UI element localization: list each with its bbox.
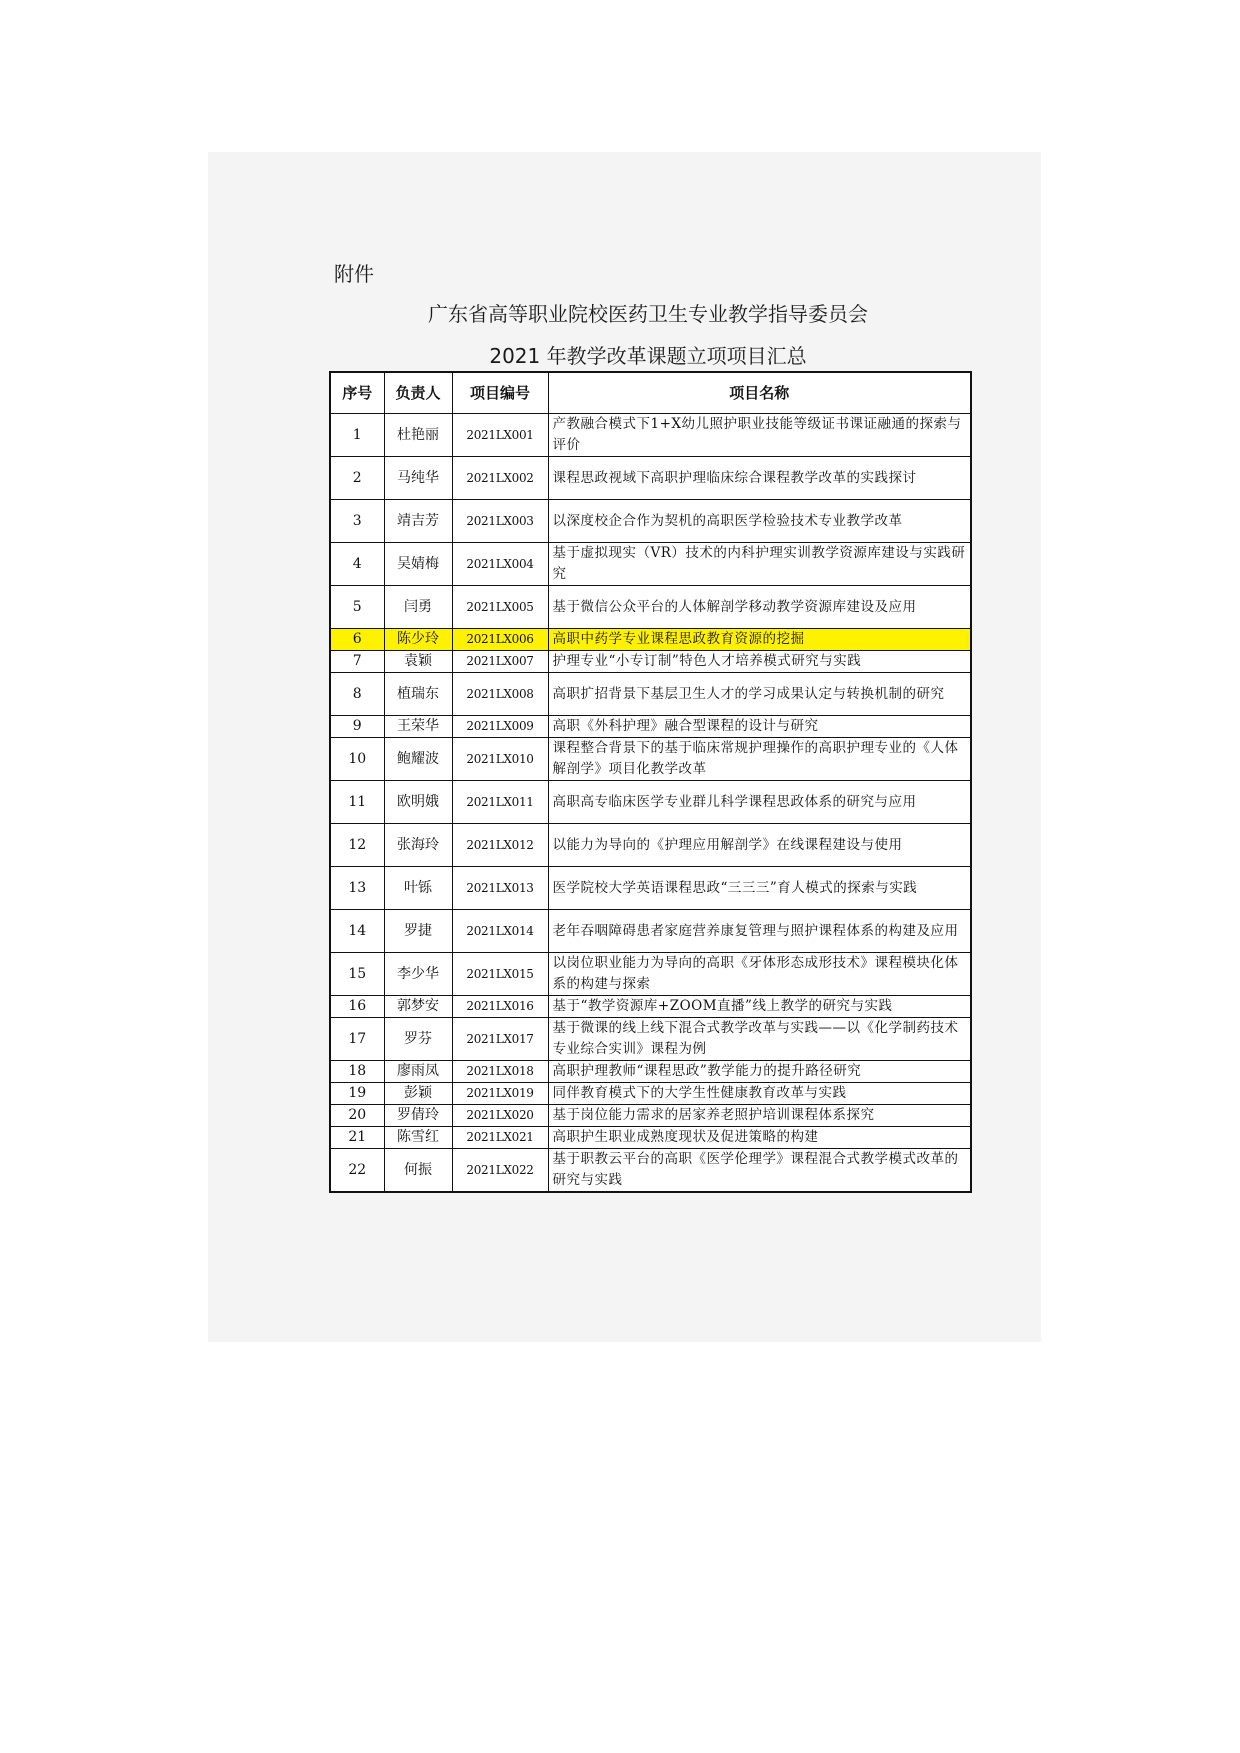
row-number: 14	[330, 910, 384, 953]
table-row	[330, 673, 971, 716]
table-row	[330, 457, 971, 500]
row-person: 马纯华	[384, 457, 452, 500]
table-row	[330, 414, 971, 457]
row-person: 李少华	[384, 953, 452, 996]
row-project-code: 2021LX002	[452, 457, 548, 500]
row-project-name: 以岗位职业能力为导向的高职《牙体形态成形技术》课程模块化体系的构建与探索	[548, 953, 971, 996]
row-project-name: 高职护生职业成熟度现状及促进策略的构建	[548, 1127, 971, 1149]
row-project-name: 老年吞咽障碍患者家庭营养康复管理与照护课程体系的构建及应用	[548, 910, 971, 953]
row-person: 吴婧梅	[384, 543, 452, 586]
row-person: 鲍耀波	[384, 738, 452, 781]
row-project-name: 基于职教云平台的高职《医学伦理学》课程混合式教学模式改革的研究与实践	[548, 1149, 971, 1193]
row-number: 1	[330, 414, 384, 457]
row-project-code: 2021LX020	[452, 1105, 548, 1127]
row-number: 2	[330, 457, 384, 500]
project-table	[329, 371, 972, 1193]
row-person: 罗倩玲	[384, 1105, 452, 1127]
table-row	[330, 824, 971, 867]
table-row	[330, 716, 971, 738]
row-person: 杜艳丽	[384, 414, 452, 457]
row-project-code: 2021LX019	[452, 1083, 548, 1105]
document-title-line1: 广东省高等职业院校医药卫生专业教学指导委员会	[428, 302, 868, 326]
row-person: 罗芬	[384, 1018, 452, 1061]
row-person: 张海玲	[384, 824, 452, 867]
row-number: 21	[330, 1127, 384, 1149]
row-project-code: 2021LX010	[452, 738, 548, 781]
table-row	[330, 1083, 971, 1105]
table-row	[330, 500, 971, 543]
row-project-code: 2021LX007	[452, 651, 548, 673]
row-project-code: 2021LX017	[452, 1018, 548, 1061]
table-row	[330, 629, 971, 651]
row-project-name: 高职扩招背景下基层卫生人才的学习成果认定与转换机制的研究	[548, 673, 971, 716]
table-row	[330, 996, 971, 1018]
row-person: 靖吉芳	[384, 500, 452, 543]
row-project-code: 2021LX003	[452, 500, 548, 543]
row-number: 7	[330, 651, 384, 673]
table-row	[330, 1061, 971, 1083]
table-row	[330, 543, 971, 586]
row-project-code: 2021LX022	[452, 1149, 548, 1193]
row-project-code: 2021LX004	[452, 543, 548, 586]
row-number: 19	[330, 1083, 384, 1105]
row-number: 5	[330, 586, 384, 629]
row-project-code: 2021LX012	[452, 824, 548, 867]
row-project-name: 基于微信公众平台的人体解剖学移动教学资源库建设及应用	[548, 586, 971, 629]
table-row	[330, 738, 971, 781]
row-person: 叶铄	[384, 867, 452, 910]
row-person: 陈雪红	[384, 1127, 452, 1149]
row-project-code: 2021LX009	[452, 716, 548, 738]
table-row	[330, 1149, 971, 1193]
project-table-wrapper	[329, 371, 970, 1193]
row-project-code: 2021LX016	[452, 996, 548, 1018]
table-row	[330, 953, 971, 996]
row-person: 罗捷	[384, 910, 452, 953]
row-project-name: 基于微课的线上线下混合式教学改革与实践——以《化学制药技术专业综合实训》课程为例	[548, 1018, 971, 1061]
row-person: 袁颖	[384, 651, 452, 673]
row-number: 9	[330, 716, 384, 738]
row-person: 王荣华	[384, 716, 452, 738]
document-title-line2: 2021 年教学改革课题立项项目汇总	[489, 344, 807, 368]
row-person: 彭颖	[384, 1083, 452, 1105]
row-person: 何振	[384, 1149, 452, 1193]
row-project-name: 高职护理教师“课程思政”教学能力的提升路径研究	[548, 1061, 971, 1083]
row-project-code: 2021LX014	[452, 910, 548, 953]
row-number: 11	[330, 781, 384, 824]
row-project-name: 同伴教育模式下的大学生性健康教育改革与实践	[548, 1083, 971, 1105]
row-number: 13	[330, 867, 384, 910]
table-row	[330, 651, 971, 673]
row-project-code: 2021LX001	[452, 414, 548, 457]
row-project-name: 医学院校大学英语课程思政“三三三”育人模式的探索与实践	[548, 867, 971, 910]
row-project-code: 2021LX006	[452, 629, 548, 651]
row-number: 15	[330, 953, 384, 996]
header-code: 项目编号	[452, 372, 548, 414]
row-number: 17	[330, 1018, 384, 1061]
row-project-code: 2021LX015	[452, 953, 548, 996]
row-project-code: 2021LX005	[452, 586, 548, 629]
row-project-name: 护理专业“小专订制”特色人才培养模式研究与实践	[548, 651, 971, 673]
row-project-code: 2021LX011	[452, 781, 548, 824]
row-person: 欧明娥	[384, 781, 452, 824]
row-project-name: 基于虚拟现实（VR）技术的内科护理实训教学资源库建设与实践研究	[548, 543, 971, 586]
row-person: 闫勇	[384, 586, 452, 629]
table-header-row	[330, 372, 971, 414]
row-project-name: 以深度校企合作为契机的高职医学检验技术专业教学改革	[548, 500, 971, 543]
row-number: 18	[330, 1061, 384, 1083]
table-row	[330, 867, 971, 910]
row-number: 4	[330, 543, 384, 586]
row-person: 陈少玲	[384, 629, 452, 651]
row-person: 郭梦安	[384, 996, 452, 1018]
table-row	[330, 1127, 971, 1149]
header-person: 负责人	[384, 372, 452, 414]
row-number: 3	[330, 500, 384, 543]
row-number: 10	[330, 738, 384, 781]
row-project-code: 2021LX008	[452, 673, 548, 716]
table-row	[330, 1105, 971, 1127]
attachment-label: 附件	[334, 262, 374, 286]
row-number: 20	[330, 1105, 384, 1127]
row-project-name: 高职《外科护理》融合型课程的设计与研究	[548, 716, 971, 738]
table-row	[330, 1018, 971, 1061]
row-number: 8	[330, 673, 384, 716]
row-project-name: 课程整合背景下的基于临床常规护理操作的高职护理专业的《人体解剖学》项目化教学改革	[548, 738, 971, 781]
table-body	[330, 414, 971, 1193]
row-project-name: 课程思政视域下高职护理临床综合课程教学改革的实践探讨	[548, 457, 971, 500]
row-project-name: 以能力为导向的《护理应用解剖学》在线课程建设与使用	[548, 824, 971, 867]
row-project-code: 2021LX013	[452, 867, 548, 910]
row-project-name: 高职高专临床医学专业群儿科学课程思政体系的研究与应用	[548, 781, 971, 824]
row-number: 16	[330, 996, 384, 1018]
row-number: 22	[330, 1149, 384, 1193]
header-number: 序号	[330, 372, 384, 414]
table-row	[330, 910, 971, 953]
row-project-name: 产教融合模式下1+X幼儿照护职业技能等级证书课证融通的探索与评价	[548, 414, 971, 457]
row-project-name: 基于“教学资源库+ZOOM直播”线上教学的研究与实践	[548, 996, 971, 1018]
row-person: 廖雨凤	[384, 1061, 452, 1083]
row-number: 6	[330, 629, 384, 651]
row-number: 12	[330, 824, 384, 867]
table-row	[330, 586, 971, 629]
table-row	[330, 781, 971, 824]
row-project-code: 2021LX021	[452, 1127, 548, 1149]
header-project-name: 项目名称	[548, 372, 971, 414]
row-project-code: 2021LX018	[452, 1061, 548, 1083]
row-project-name: 基于岗位能力需求的居家养老照护培训课程体系探究	[548, 1105, 971, 1127]
row-project-name: 高职中药学专业课程思政教育资源的挖掘	[548, 629, 971, 651]
row-person: 植瑞东	[384, 673, 452, 716]
